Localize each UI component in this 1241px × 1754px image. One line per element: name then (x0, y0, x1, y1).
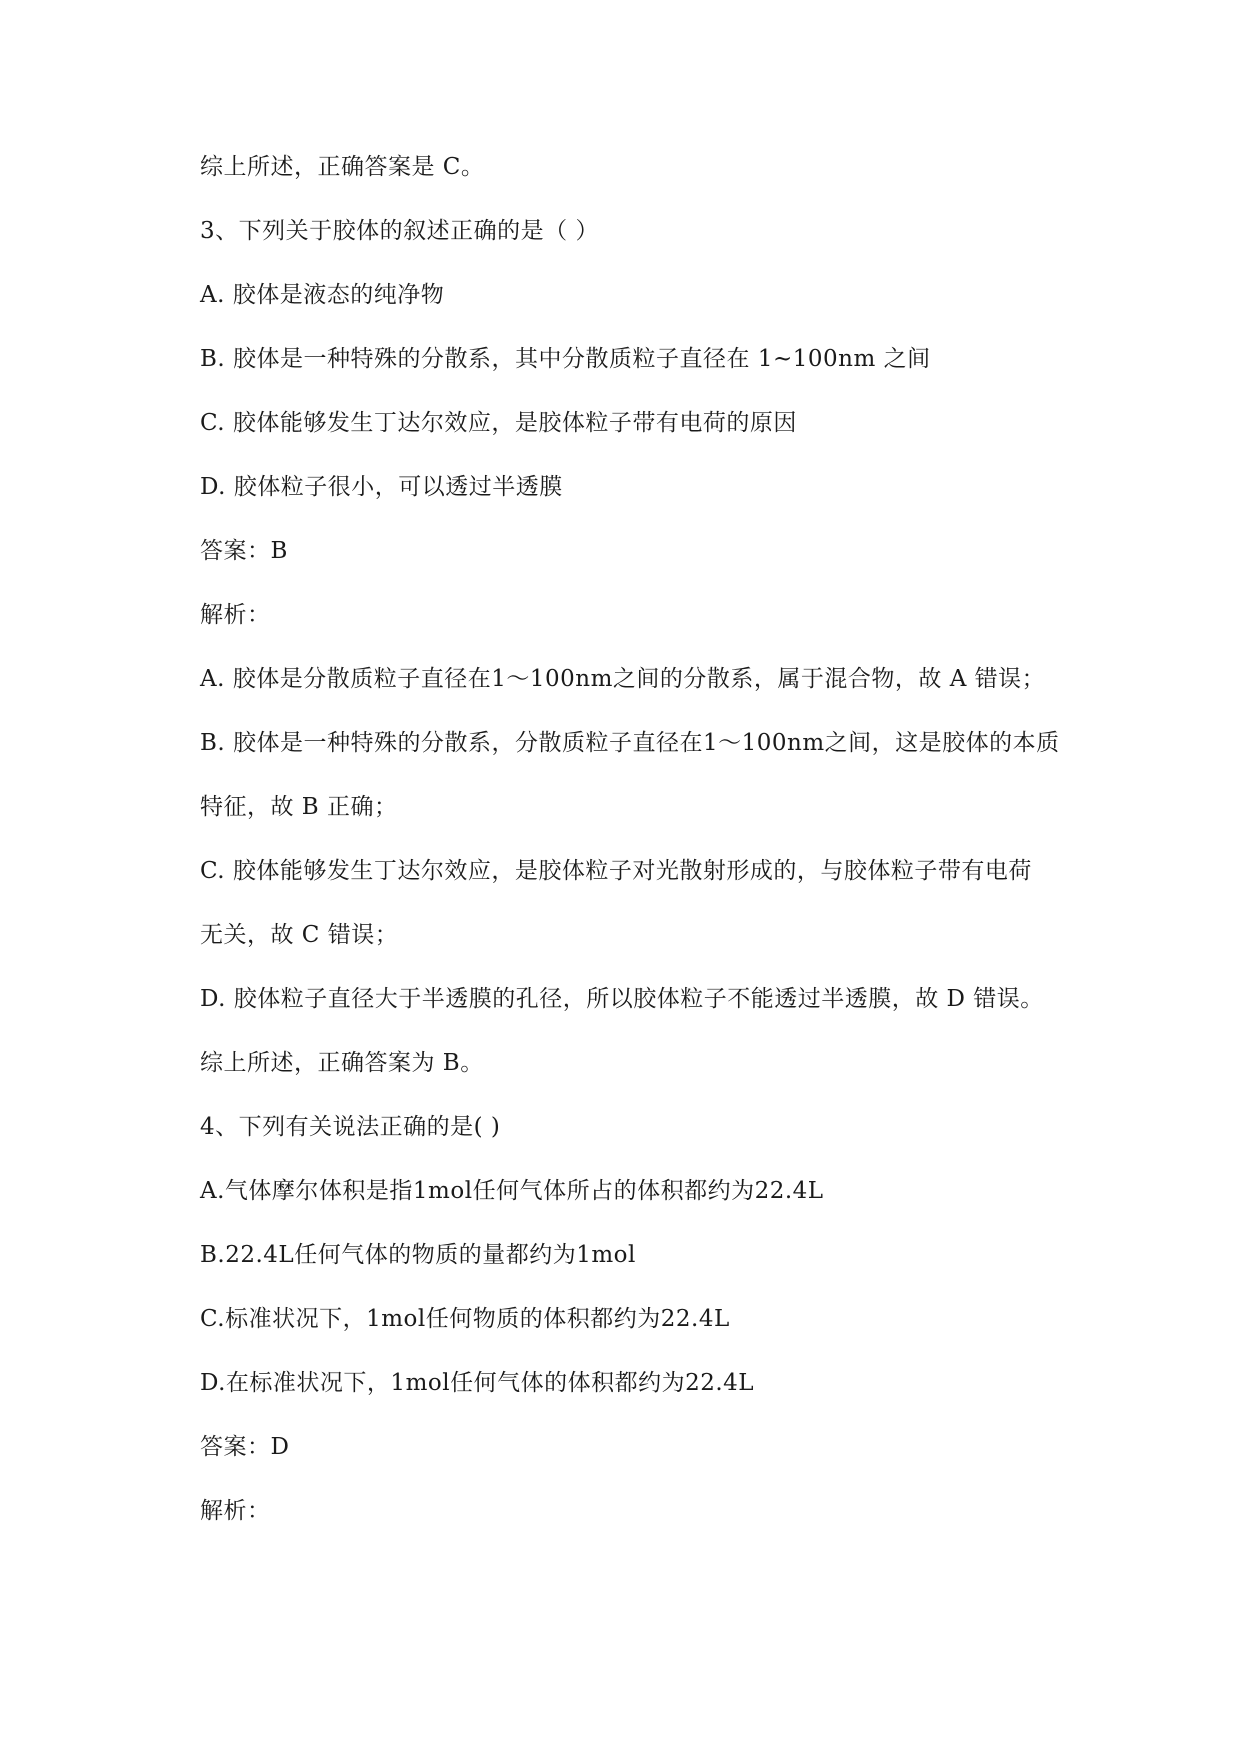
question-4-option-b: B.22.4L任何气体的物质的量都约为1mol (200, 1242, 636, 1268)
analysis-line-d: D. 胶体粒子直径大于半透膜的孔径，所以胶体粒子不能透过半透膜，故 D 错误。 (200, 986, 1044, 1012)
analysis-line-b-cont: 特征，故 B 正确； (200, 794, 398, 820)
analysis-line-a: A. 胶体是分散质粒子直径在1～100nm之间的分散系，属于混合物，故 A 错误； (200, 666, 1046, 692)
question-4-option-a: A.气体摩尔体积是指1mol任何气体所占的体积都约为22.4L (200, 1178, 824, 1204)
question-4-stem: 4、下列有关说法正确的是( ) (200, 1114, 501, 1140)
analysis-line-b: B. 胶体是一种特殊的分散系，分散质粒子直径在1～100nm之间，这是胶体的本质 (200, 730, 1060, 756)
question-4-option-c: C.标准状况下，1mol任何物质的体积都约为22.4L (200, 1306, 730, 1332)
question-3-stem: 3、下列关于胶体的叙述正确的是（ ） (200, 218, 599, 244)
question-3-option-c: C. 胶体能够发生丁达尔效应，是胶体粒子带有电荷的原因 (200, 410, 797, 436)
analysis-line-c-cont: 无关，故 C 错误； (200, 922, 399, 948)
question-3-option-a: A. 胶体是液态的纯净物 (200, 282, 445, 308)
summary-line-q3: 综上所述，正确答案为 B。 (200, 1050, 484, 1076)
summary-line-q2: 综上所述，正确答案是 C。 (200, 154, 485, 180)
question-3-answer: 答案：B (200, 538, 288, 564)
analysis-line-c: C. 胶体能够发生丁达尔效应，是胶体粒子对光散射形成的，与胶体粒子带有电荷 (200, 858, 1032, 884)
question-3-option-d: D. 胶体粒子很小，可以透过半透膜 (200, 474, 563, 500)
question-4-analysis-heading: 解析： (200, 1498, 271, 1524)
question-3-option-b: B. 胶体是一种特殊的分散系，其中分散质粒子直径在 1~100nm 之间 (200, 346, 931, 372)
question-4-option-d: D.在标准状况下，1mol任何气体的体积都约为22.4L (200, 1370, 755, 1396)
question-3-analysis-heading: 解析： (200, 602, 271, 628)
question-4-answer: 答案：D (200, 1434, 290, 1460)
